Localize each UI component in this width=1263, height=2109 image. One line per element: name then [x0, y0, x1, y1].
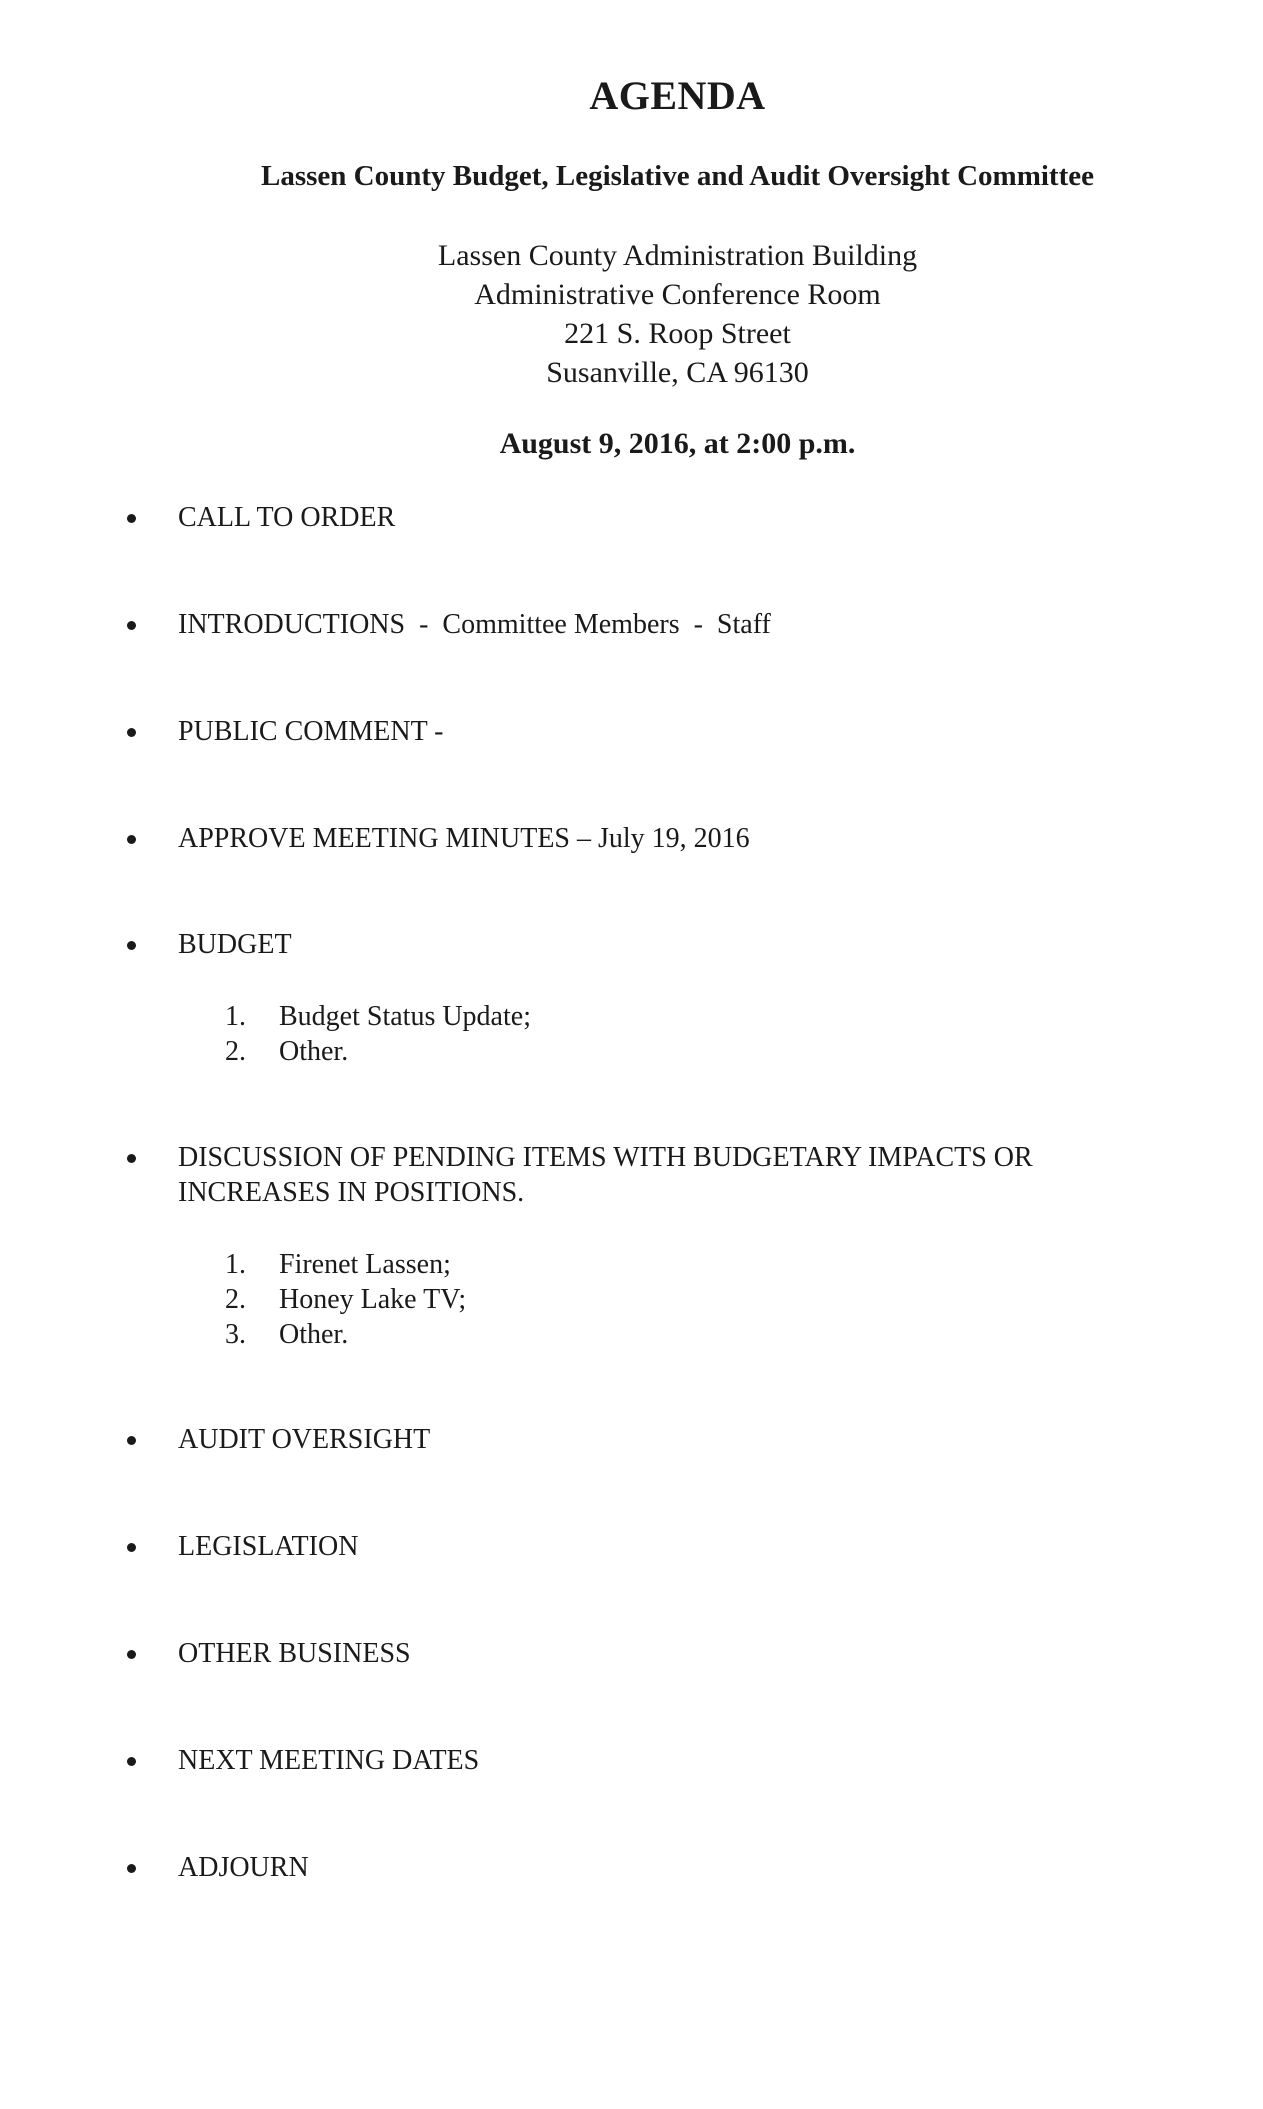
- agenda-item-label: LEGISLATION: [178, 1531, 359, 1562]
- list-item-text: Budget Status Update;: [279, 1001, 531, 1032]
- list-item: [225, 1317, 1025, 1352]
- list-item: [225, 1282, 1025, 1317]
- list-item-number: 2.: [225, 1036, 246, 1067]
- agenda-item-label: ADJOURN: [178, 1852, 309, 1883]
- list-item: [225, 999, 1025, 1034]
- list-item-number: 2.: [225, 1284, 246, 1315]
- pending-items-sublist: [225, 1247, 1025, 1352]
- agenda-item-label: INTRODUCTIONS - Committee Members - Staff: [178, 609, 771, 640]
- list-item-text: Firenet Lassen;: [279, 1249, 451, 1280]
- list-item-text: Honey Lake TV;: [279, 1284, 467, 1315]
- address-line: Lassen County Administration Building: [437, 239, 918, 272]
- bullet-icon: [127, 1757, 136, 1766]
- agenda-item-label: BUDGET: [178, 929, 292, 960]
- agenda-item-label: PUBLIC COMMENT -: [178, 716, 444, 747]
- agenda-item-label: OTHER BUSINESS: [178, 1638, 411, 1669]
- bullet-icon: [127, 728, 136, 737]
- meeting-date: August 9, 2016, at 2:00 p.m.: [499, 427, 856, 460]
- bullet-icon: [127, 514, 136, 523]
- list-item-number: 1.: [225, 1249, 246, 1280]
- list-item: [225, 1034, 1025, 1069]
- bullet-icon: [127, 1436, 136, 1445]
- bullet-icon: [127, 621, 136, 630]
- list-item-text: Other.: [279, 1319, 349, 1350]
- budget-sublist: [225, 999, 1025, 1069]
- page-title: AGENDA: [589, 73, 766, 118]
- list-item-text: Other.: [279, 1036, 349, 1067]
- bullet-icon: [127, 1154, 136, 1163]
- agenda-item-label: DISCUSSION OF PENDING ITEMS WITH BUDGETARY IMPACTS OR INCREASES IN POSITIONS.: [178, 1142, 1040, 1208]
- address-line: Administrative Conference Room: [474, 278, 881, 311]
- bullet-icon: [127, 1543, 136, 1552]
- agenda-item-label: APPROVE MEETING MINUTES – July 19, 2016: [178, 823, 750, 854]
- address-line: 221 S. Roop Street: [564, 317, 791, 350]
- bullet-icon: [127, 835, 136, 844]
- list-item-number: 1.: [225, 1001, 246, 1032]
- agenda-item-label: AUDIT OVERSIGHT: [178, 1424, 431, 1455]
- committee-name: Lassen County Budget, Legislative and Audit Oversight Committee: [261, 160, 1094, 192]
- meeting-location: [0, 236, 1263, 392]
- bullet-icon: [127, 1650, 136, 1659]
- list-item-number: 3.: [225, 1319, 246, 1350]
- list-item: [225, 1247, 1025, 1282]
- bullet-icon: [127, 941, 136, 950]
- agenda-item-label: CALL TO ORDER: [178, 502, 396, 533]
- bullet-icon: [127, 1864, 136, 1873]
- address-line: Susanville, CA 96130: [546, 356, 809, 389]
- agenda-item-label: NEXT MEETING DATES: [178, 1745, 480, 1776]
